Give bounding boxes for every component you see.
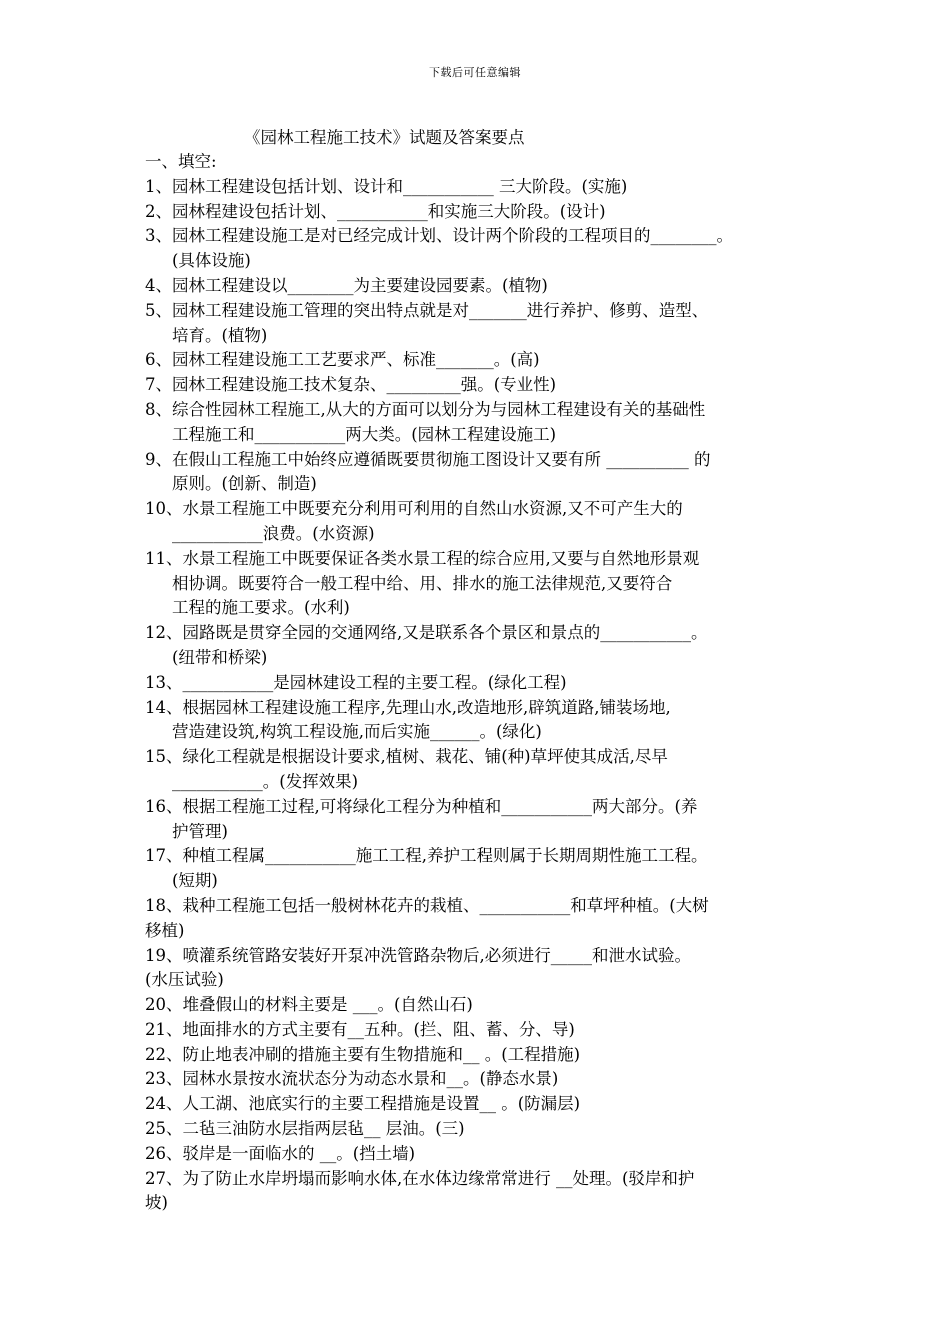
question-line-continuation: (纽带和桥梁) [172, 647, 268, 667]
question-line: 23、园林水景按水流状态分为动态水景和__。(静态水景) [145, 1069, 559, 1089]
question-line: 21、地面排水的方式主要有__五种。(拦、阻、蓄、分、导) [145, 1019, 575, 1039]
question-line-wrap: (水压试验) [145, 970, 224, 990]
question-line: 2、园林程建设包括计划、___________和实施三大阶段。(设计) [145, 201, 606, 221]
question-line-continuation: (具体设施) [172, 251, 251, 271]
question-line: 1、园林工程建设包括计划、设计和___________ 三大阶段。(实施) [145, 176, 628, 196]
question-line-continuation: 相协调。既要符合一般工程中给、用、排水的施工法律规范,又要符合 [172, 573, 673, 593]
question-line: 15、绿化工程就是根据设计要求,植树、栽花、铺(种)草坪使其成活,尽早 [145, 747, 668, 767]
question-line-wrap: 坡) [145, 1193, 168, 1213]
question-line-continuation: 原则。(创新、制造) [172, 474, 317, 494]
section-heading: 一、填空: [145, 152, 217, 171]
question-line-continuation: ___________。(发挥效果) [172, 771, 359, 791]
question-line: 5、园林工程建设施工管理的突出特点就是对_______进行养护、修剪、造型、 [145, 300, 709, 320]
question-line: 7、园林工程建设施工技术复杂、_________强。(专业性) [145, 375, 557, 395]
document-title: 《园林工程施工技术》试题及答案要点 [244, 128, 525, 147]
question-line: 8、综合性园林工程施工,从大的方面可以划分为与园林工程建设有关的基础性 [145, 399, 706, 419]
question-line-continuation: 工程的施工要求。(水利) [172, 598, 350, 618]
question-line: 13、___________是园林建设工程的主要工程。(绿化工程) [145, 672, 567, 692]
question-line: 6、园林工程建设施工工艺要求严、标准_______。(高) [145, 350, 540, 370]
question-line-continuation: 护管理) [172, 821, 228, 841]
question-line: 11、水景工程施工中既要保证各类水景工程的综合应用,又要与自然地形景观 [145, 548, 700, 568]
header-note: 下载后可任意编辑 [429, 66, 521, 79]
question-line-wrap: 移植) [145, 920, 185, 940]
question-line-continuation: 培育。(植物) [172, 325, 268, 345]
question-line: 10、水景工程施工中既要充分利用可利用的自然山水资源,又不可产生大的 [145, 499, 683, 519]
question-list [145, 150, 825, 1216]
question-line: 19、喷灌系统管路安装好开泵冲洗管路杂物后,必须进行_____和泄水试验。 [145, 945, 691, 965]
question-line: 16、根据工程施工过程,可将绿化工程分为种植和___________两大部分。(养 [145, 796, 698, 816]
question-line: 24、人工湖、池底实行的主要工程措施是设置__ 。(防漏层) [145, 1094, 581, 1114]
question-line: 9、在假山工程施工中始终应遵循既要贯彻施工图设计又要有所 __________ 的 [145, 449, 711, 469]
question-line: 12、园路既是贯穿全园的交通网络,又是联系各个景区和景点的___________。 [145, 623, 708, 643]
question-line: 18、栽种工程施工包括一般树林花卉的栽植、___________和草坪种植。(大树 [145, 895, 709, 915]
question-line: 22、防止地表冲刷的措施主要有生物措施和__ 。(工程措施) [145, 1044, 581, 1064]
question-line-continuation: ___________浪费。(水资源) [172, 523, 375, 543]
question-line-continuation: 营造建设筑,构筑工程设施,而后实施______。(绿化) [172, 722, 542, 742]
question-line: 17、种植工程属___________施工工程,养护工程则属于长期周期性施工工程。 [145, 846, 708, 866]
question-line-continuation: (短期) [172, 871, 218, 891]
question-line: 3、园林工程建设施工是对已经完成计划、设计两个阶段的工程项目的________。 [145, 226, 733, 246]
question-line: 14、根据园林工程建设施工程序,先理山水,改造地形,辟筑道路,铺装场地, [145, 697, 671, 717]
question-line: 20、堆叠假山的材料主要是 ___。(自然山石) [145, 995, 473, 1015]
question-line: 26、驳岸是一面临水的 __。(挡土墙) [145, 1143, 416, 1163]
question-line: 25、二毡三油防水层指两层毡__ 层油。(三) [145, 1119, 465, 1139]
question-line-continuation: 工程施工和___________两大类。(园林工程建设施工) [172, 424, 557, 444]
question-line: 27、为了防止水岸坍塌而影响水体,在水体边缘常常进行 __处理。(驳岸和护 [145, 1168, 695, 1188]
question-line: 4、园林工程建设以________为主要建设园要素。(植物) [145, 275, 548, 295]
